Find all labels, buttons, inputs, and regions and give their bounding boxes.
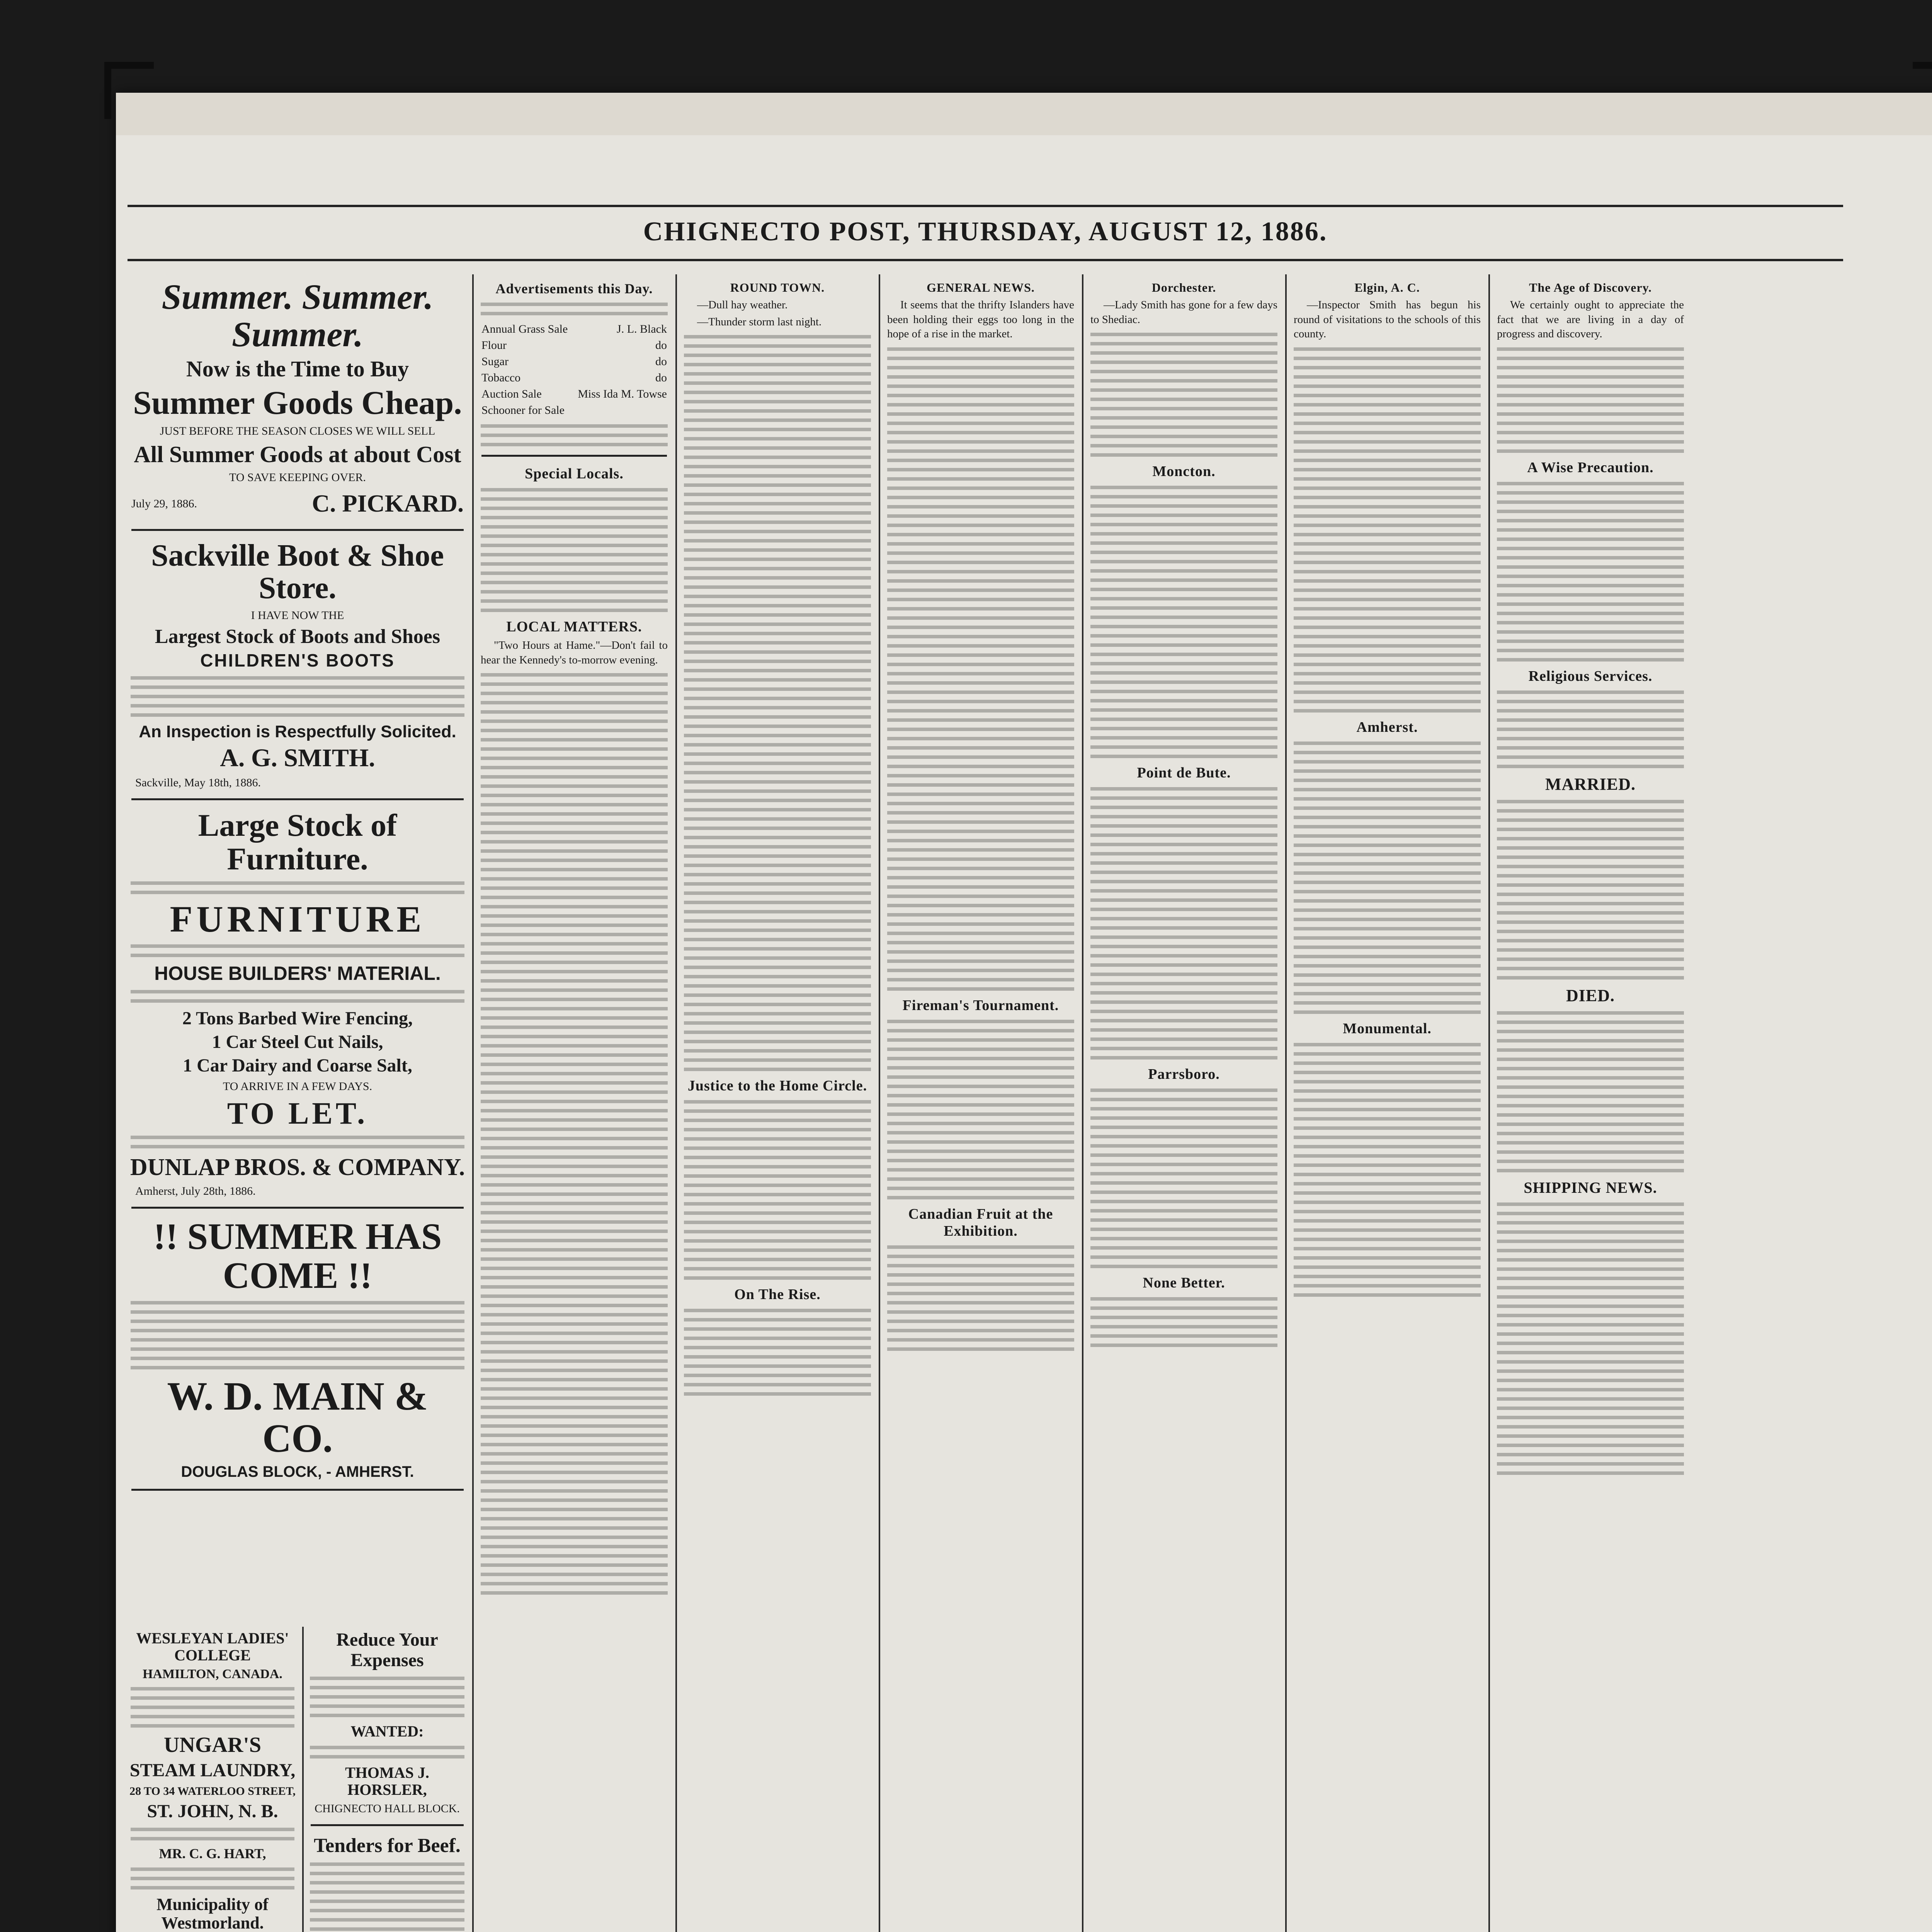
column-4 xyxy=(884,274,1077,1932)
monumental-heading: Monumental. xyxy=(1343,1020,1432,1037)
ad-ungar-body-2 xyxy=(131,1867,294,1889)
fireman-heading: Fireman's Tournament. xyxy=(902,997,1059,1014)
col1-inner-rule xyxy=(302,1627,304,1932)
listing-rows xyxy=(481,321,667,418)
column-rule xyxy=(1285,274,1287,1932)
ad-furniture-sig: DUNLAP BROS. & COMPANY. xyxy=(130,1154,465,1181)
rise-body xyxy=(684,1309,871,1396)
divider xyxy=(131,798,464,800)
ad-beef-title: Tenders for Beef. xyxy=(314,1835,461,1857)
listing-row: Sugar do xyxy=(481,355,667,368)
general-news-heading: GENERAL NEWS. xyxy=(927,281,1035,294)
ad-ungar-body xyxy=(131,1828,294,1840)
local-item: "Two Hours at Hame."—Don't fail to hear the Kennedy's to-morrow evening. xyxy=(481,639,668,666)
ad-furniture-line4: 1 Car Steel Cut Nails, xyxy=(212,1032,383,1053)
dorchester-item: —Lady Smith has gone for a few days to Shediac. xyxy=(1090,299,1277,326)
shipping-body xyxy=(1497,1202,1684,1475)
listing-row: Annual Grass Sale J. L. Black xyxy=(481,323,667,335)
local-matters-heading: LOCAL MATTERS. xyxy=(506,619,642,635)
listing-footnote xyxy=(481,424,668,446)
general-news-body xyxy=(887,347,1074,991)
ad-pickard-date: July 29, 1886. xyxy=(131,497,197,510)
round-town-body xyxy=(684,335,871,1071)
ad-furniture-body-3 xyxy=(131,990,464,1003)
listing-row: Schooner for Sale xyxy=(481,404,565,417)
ad-boot-line1: I HAVE NOW THE xyxy=(251,609,344,622)
ad-furniture-date: Amherst, July 28th, 1886. xyxy=(135,1184,256,1197)
canadian-fruit-heading: Canadian Fruit at the Exhibition. xyxy=(908,1206,1053,1240)
ad-furniture-title: Large Stock of Furniture. xyxy=(198,808,397,876)
parrsboro-heading: Parrsboro. xyxy=(1148,1066,1220,1083)
ad-ungar-agent: MR. C. G. HART, xyxy=(159,1846,266,1862)
discovery-body xyxy=(1497,347,1684,453)
ad-boot-body xyxy=(131,676,464,717)
listing-row: Tobacco do xyxy=(481,371,667,384)
canadian-fruit-body xyxy=(887,1245,1074,1351)
listing-title: Advertisements this Day. xyxy=(495,281,653,296)
divider xyxy=(131,529,464,531)
ad-ungar-title: UNGAR'S xyxy=(163,1733,262,1757)
ad-horsler-wanted: WANTED: xyxy=(350,1722,424,1740)
divider xyxy=(131,1207,464,1209)
rise-heading: On The Rise. xyxy=(734,1286,821,1303)
masthead-title: CHIGNECTO POST, THURSDAY, AUGUST 12, 1886. xyxy=(643,217,1328,247)
ad-main-body xyxy=(131,1301,464,1369)
listing-note xyxy=(481,303,668,315)
ad-horsler-title: Reduce Your Expenses xyxy=(336,1629,438,1670)
local-matters-body xyxy=(481,673,668,1595)
ad-pickard-line4: JUST BEFORE THE SEASON CLOSES WE WILL SELL xyxy=(160,425,435,438)
precaution-body xyxy=(1497,482,1684,662)
special-locals-heading: Special Locals. xyxy=(525,466,624,482)
ad-pickard-line2: Now is the Time to Buy xyxy=(186,356,409,382)
col1-left-sub xyxy=(128,1627,298,1932)
top-margin xyxy=(116,93,1932,135)
ad-westmorland-title: Municipality of Westmorland. xyxy=(156,1895,269,1932)
ad-boot-line3: CHILDREN'S BOOTS xyxy=(200,650,395,671)
round-town-heading: ROUND TOWN. xyxy=(730,281,825,294)
ad-furniture-line3: 2 Tons Barbed Wire Fencing, xyxy=(182,1008,413,1029)
col1-right-sub xyxy=(307,1627,468,1932)
point-de-bute-heading: Point de Bute. xyxy=(1137,765,1231,781)
newspaper-page xyxy=(128,182,1843,1932)
round-town-item: —Dull hay weather. xyxy=(697,299,788,311)
divider xyxy=(131,1489,464,1491)
amherst-body xyxy=(1294,742,1481,1014)
shipping-heading: SHIPPING NEWS. xyxy=(1524,1179,1657,1197)
married-body xyxy=(1497,800,1684,980)
ad-horsler-body-2 xyxy=(310,1746,464,1759)
ad-horsler-place: CHIGNECTO HALL BLOCK. xyxy=(315,1802,460,1815)
column-6 xyxy=(1291,274,1484,1932)
column-5 xyxy=(1087,274,1281,1932)
ad-boot-title: Sackville Boot & Shoe Store. xyxy=(151,538,444,605)
column-rule xyxy=(1488,274,1490,1932)
ad-pickard-sig: C. PICKARD. xyxy=(312,490,464,517)
ad-main-title: !! SUMMER HAS COME !! xyxy=(153,1216,442,1296)
monumental-body xyxy=(1294,1043,1481,1297)
masthead-rule-top xyxy=(128,205,1843,207)
ad-beef-body xyxy=(310,1862,464,1932)
ad-main-sig: W. D. MAIN & CO. xyxy=(167,1374,428,1461)
ad-main-addr: DOUGLAS BLOCK, - AMHERST. xyxy=(181,1463,414,1480)
column-1 xyxy=(128,274,468,1932)
round-town-item: —Thunder storm last night. xyxy=(697,315,822,328)
married-heading: MARRIED. xyxy=(1545,775,1636,794)
none-better-body xyxy=(1090,1297,1277,1347)
ad-furniture-body-2 xyxy=(131,944,464,957)
ad-boot-line4: An Inspection is Respectfully Solicited. xyxy=(139,722,456,741)
masthead-rule-bottom xyxy=(128,259,1843,261)
ad-pickard-headline: Summer. Summer. Summer. xyxy=(162,277,434,354)
precaution-heading: A Wise Precaution. xyxy=(1527,459,1654,476)
ad-furniture-line2: HOUSE BUILDERS' MATERIAL. xyxy=(154,963,441,985)
died-body xyxy=(1497,1011,1684,1172)
fireman-body xyxy=(887,1020,1074,1199)
religious-body xyxy=(1497,690,1684,768)
column-rule xyxy=(675,274,677,1932)
discovery-heading: The Age of Discovery. xyxy=(1529,281,1652,294)
ad-furniture-line7: TO LET. xyxy=(227,1097,368,1131)
ad-ungar-sub: STEAM LAUNDRY, xyxy=(129,1760,296,1781)
column-rule xyxy=(879,274,880,1932)
point-de-bute-body xyxy=(1090,787,1277,1060)
amherst-heading: Amherst. xyxy=(1356,719,1418,736)
special-locals-body xyxy=(481,488,668,612)
ad-furniture-body xyxy=(131,881,464,894)
justice-heading: Justice to the Home Circle. xyxy=(687,1078,867,1094)
crop-mark-top-left xyxy=(104,62,154,119)
ad-pickard-line5: All Summer Goods at about Cost xyxy=(134,441,461,467)
none-better-heading: None Better. xyxy=(1143,1275,1225,1291)
ad-wesleyan-title: WESLEYAN LADIES' COLLEGE xyxy=(136,1629,289,1664)
ad-ungar-city: ST. JOHN, N. B. xyxy=(147,1801,278,1822)
crop-mark-top-right xyxy=(1913,62,1932,119)
listing-row: Flour do xyxy=(481,339,667,352)
died-heading: DIED. xyxy=(1566,986,1615,1005)
columns xyxy=(128,274,1843,1932)
discovery-item: We certainly ought to appreciate the fact that we are living in a day of progress and discovery. xyxy=(1497,299,1684,340)
listing-row: Auction Sale Miss Ida M. Towse xyxy=(481,388,667,400)
religious-heading: Religious Services. xyxy=(1528,668,1653,685)
general-news-item: It seems that the thrifty Islanders have been holding their eggs too long in the hope of a rise in the market. xyxy=(887,299,1074,340)
elgin-body xyxy=(1294,347,1481,713)
ad-ungar-addr: 28 TO 34 WATERLOO STREET, xyxy=(129,1784,296,1798)
ad-furniture-line6: TO ARRIVE IN A FEW DAYS. xyxy=(223,1080,372,1093)
ad-wesleyan-sub: HAMILTON, CANADA. xyxy=(143,1667,282,1681)
ad-wesleyan-body xyxy=(131,1687,294,1728)
ad-boot-line2: Largest Stock of Boots and Shoes xyxy=(155,626,440,648)
dorchester-body xyxy=(1090,333,1277,457)
ad-boot-sig: A. G. SMITH. xyxy=(220,744,375,772)
moncton-heading: Moncton. xyxy=(1152,463,1216,480)
elgin-item: —Inspector Smith has begun his round of visitations to the schools of this county. xyxy=(1294,299,1481,340)
justice-body xyxy=(684,1100,871,1280)
ad-pickard-line6: TO SAVE KEEPING OVER. xyxy=(229,471,366,484)
ad-pickard-line3: Summer Goods Cheap. xyxy=(133,384,462,421)
ad-furniture-line5: 1 Car Dairy and Coarse Salt, xyxy=(183,1055,412,1076)
ad-boot-date: Sackville, May 18th, 1886. xyxy=(135,776,261,789)
elgin-heading: Elgin, A. C. xyxy=(1354,281,1420,294)
column-3 xyxy=(681,274,874,1932)
ad-horsler-sig: THOMAS J. HORSLER, xyxy=(345,1764,429,1798)
divider xyxy=(311,1824,464,1826)
column-2 xyxy=(478,274,671,1932)
parrsboro-body xyxy=(1090,1088,1277,1268)
ad-furniture-body-4 xyxy=(131,1136,464,1148)
dorchester-heading: Dorchester. xyxy=(1151,281,1216,294)
divider xyxy=(481,455,667,457)
ad-furniture-line1: FURNITURE xyxy=(170,898,425,940)
column-7 xyxy=(1494,274,1687,1932)
ad-horsler-body xyxy=(310,1677,464,1717)
column-rule xyxy=(1082,274,1083,1932)
moncton-body xyxy=(1090,486,1277,758)
column-rule xyxy=(472,274,474,1932)
